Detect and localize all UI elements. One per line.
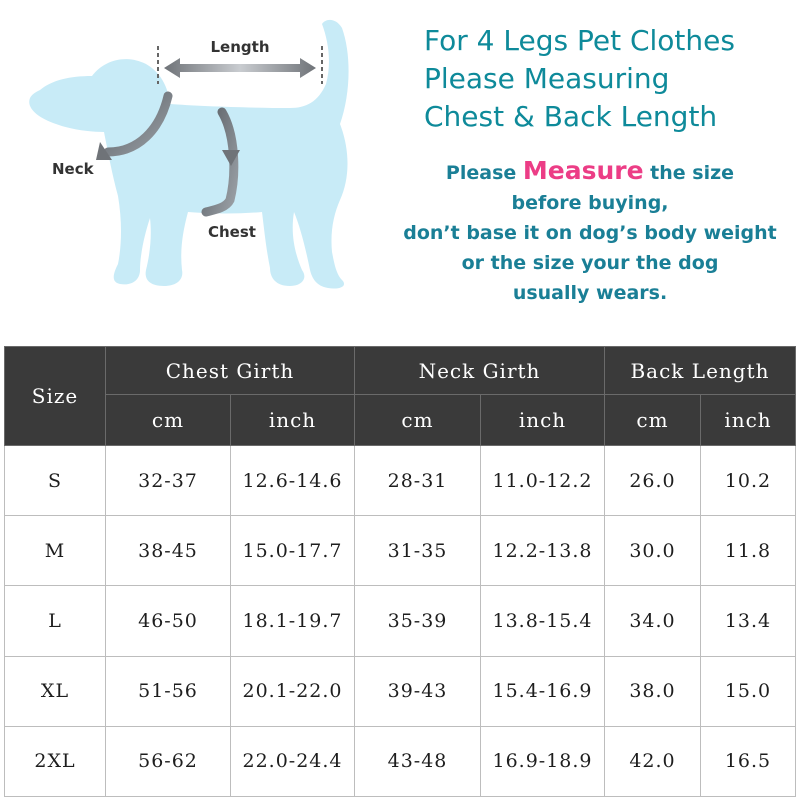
unit-header: cm [605,395,701,446]
notice-line-5: usually wears. [512,282,668,304]
neck-girth-header: Neck Girth [355,347,605,395]
table-cell: 34.0 [605,586,701,656]
size-cell: L [5,586,106,656]
table-unit-row [5,395,796,446]
table-cell: 39-43 [355,656,481,726]
table-cell: 13.8-15.4 [481,586,605,656]
table-cell: 20.1-22.0 [231,656,355,726]
chest-girth-header: Chest Girth [106,347,355,395]
unit-header: inch [701,395,796,446]
table-cell: 12.2-13.8 [481,516,605,586]
size-cell: 2XL [5,726,106,796]
table-header-row [5,347,796,395]
size-column-header: Size [5,347,106,446]
unit-header: inch [481,395,605,446]
table-cell: 31-35 [355,516,481,586]
table-cell: 30.0 [605,516,701,586]
size-chart-table [4,346,796,797]
notice-line-1-before: Please [445,162,523,184]
table-cell: 35-39 [355,586,481,656]
table-cell: 15.4-16.9 [481,656,605,726]
notice-line-1-after: the size [643,162,735,184]
table-cell: 16.9-18.9 [481,726,605,796]
measure-highlight: Measure [522,156,644,185]
table-cell: 51-56 [106,656,231,726]
headline-line-2: Please Measuring [424,62,670,95]
table-cell: 38-45 [106,516,231,586]
table-row [5,586,796,656]
size-cell: XL [5,656,106,726]
table-cell: 16.5 [701,726,796,796]
table-cell: 38.0 [605,656,701,726]
notice-line-3: don’t base it on dog’s body weight [403,222,777,244]
table-cell: 15.0 [701,656,796,726]
notice-line-4: or the size your the dog [461,252,719,274]
table-cell: 26.0 [605,446,701,516]
table-cell: 11.8 [701,516,796,586]
headline-line-1: For 4 Legs Pet Clothes [424,24,735,57]
table-cell: 12.6-14.6 [231,446,355,516]
size-cell: M [5,516,106,586]
table-cell: 56-62 [106,726,231,796]
table-row [5,726,796,796]
table-cell: 22.0-24.4 [231,726,355,796]
length-label: Length [210,38,270,56]
headline [424,22,800,136]
dog-measurement-figure [0,0,420,330]
size-cell: S [5,446,106,516]
table-cell: 42.0 [605,726,701,796]
table-cell: 43-48 [355,726,481,796]
table-cell: 46-50 [106,586,231,656]
table-cell: 10.2 [701,446,796,516]
back-length-header: Back Length [605,347,796,395]
table-cell: 11.0-12.2 [481,446,605,516]
measure-notice [380,156,800,308]
table-cell: 13.4 [701,586,796,656]
unit-header: inch [231,395,355,446]
headline-line-3: Chest & Back Length [424,100,718,133]
chest-label: Chest [208,223,256,241]
notice-line-1 [380,156,800,188]
unit-header: cm [106,395,231,446]
unit-header: cm [355,395,481,446]
table-row [5,446,796,516]
table-cell: 15.0-17.7 [231,516,355,586]
notice-line-2: before buying, [511,192,669,214]
table-cell: 32-37 [106,446,231,516]
table-row [5,516,796,586]
table-cell: 28-31 [355,446,481,516]
table-row [5,656,796,726]
length-arrow [164,58,316,78]
table-cell: 18.1-19.7 [231,586,355,656]
neck-label: Neck [52,160,94,178]
